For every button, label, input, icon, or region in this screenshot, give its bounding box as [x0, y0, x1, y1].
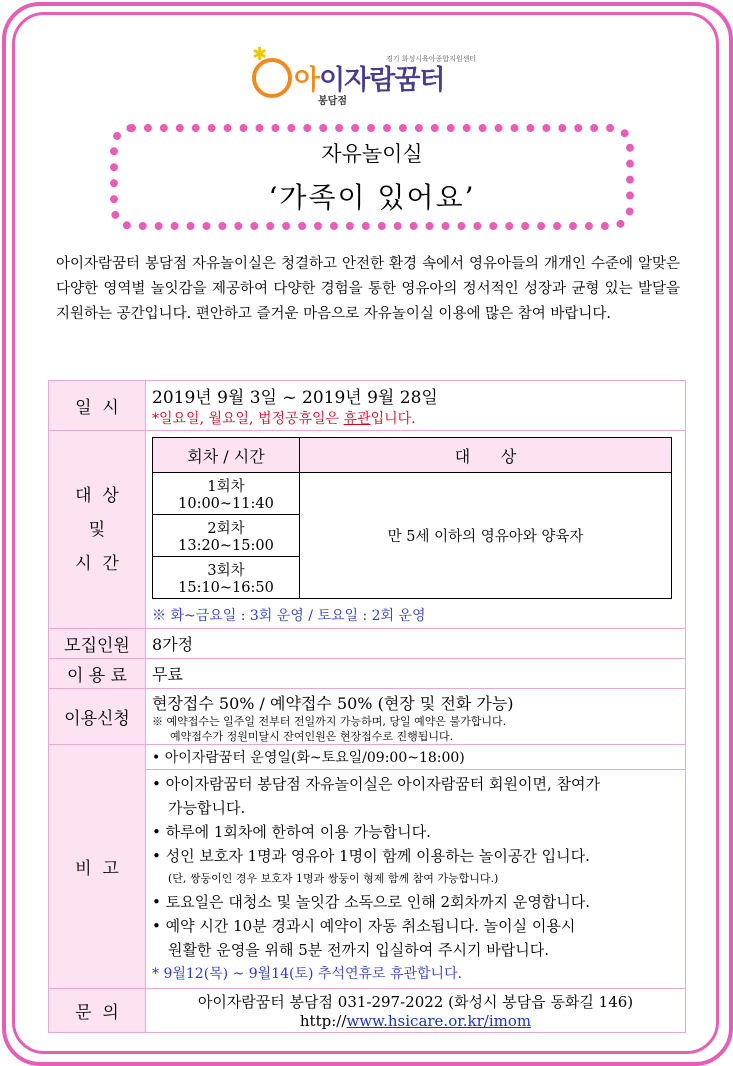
intro-text: 아이자람꿈터 봉담점 자유놀이실은 청결하고 안전한 환경 속에서 영유아들의 개개인 수준에 알맞은 다양한 영역별 놀잇감을 제공하여 다양한 경험을 통한 영유아의 정서적인 성장과 균형 있는 발달을 지원하는 공간입니다. 편안하고 즐거운 마음으로 자유놀이실 이용에 많은 참여 바랍니다. [56, 256, 680, 322]
label-target: 대 상 및 시 간 [49, 431, 146, 629]
title-line2: ‘가족이 있어요’ [268, 181, 476, 214]
label-apply: 이용신청 [49, 689, 146, 745]
session-2: 2회차 13:20~15:00 [153, 515, 300, 557]
logo [252, 44, 492, 108]
label-fee: 이 용 료 [49, 659, 146, 689]
row-date [49, 381, 686, 431]
logo-branch: 봉담점 [318, 96, 347, 107]
schedule-note: ※ 화~금요일 : 3회 운영 / 토요일 : 2회 운영 [152, 608, 426, 624]
session-1: 1회차 10:00~11:40 [153, 473, 300, 515]
value-apply: 현장접수 50% / 예약접수 50% (현장 및 전화 가능) ※ 예약접수는 일주일 전부터 전일까지 가능하며, 당일 예약은 불가합니다. 예약접수가 정원미달시 잔여인원은 현장접수로 진행됩니다. [146, 689, 686, 745]
face-icon [252, 58, 292, 98]
target-text: 만 5세 이하의 영유아와 양육자 [300, 473, 672, 599]
col-session: 회차 / 시간 [153, 438, 300, 473]
title-line1: 자유놀이실 [321, 142, 423, 166]
session-3: 3회차 15:10~16:50 [153, 557, 300, 599]
value-hours: • 아이자람꿈터 운영일(화~토요일/09:00~18:00) [146, 745, 686, 770]
value-target [146, 431, 686, 629]
value-fee: 무료 [146, 659, 686, 689]
logo-center-name: 경기 화성시육아종합지원센터 [386, 55, 477, 63]
row-target [49, 431, 686, 629]
value-date: 2019년 9월 3일 ~ 2019년 9월 28일 *일요일, 월요일, 법정공휴일은 휴관입니다. [146, 381, 686, 431]
col-target: 대 상 [300, 438, 672, 473]
label-contact: 문 의 [49, 989, 146, 1033]
session-table [152, 437, 672, 599]
value-recruit: 8가정 [146, 629, 686, 659]
website-link[interactable]: www.hsicare.or.kr/imom [346, 1012, 532, 1030]
label-remarks: 비 고 [49, 745, 146, 989]
row-recruit [49, 629, 686, 659]
row-contact [49, 989, 686, 1033]
star-icon: ✱ [252, 44, 268, 65]
value-remarks: • 아이자람꿈터 봉담점 자유놀이실은 아이자람꿈터 회원이면, 참여가 가능합니다. • 하루에 1회차에 한하여 이용 가능합니다. • 성인 보호자 1명과 영유아 1명이 함께 이용하는 놀이공간 입니다. (단, 쌍둥이인 경우 보호자 1명과 쌍둥이 형제 함께 참여 가능합니다.) • 토요일은 대청소 및 놀잇감 소독으로 인해 2회차까지 운영합니다. • 예약 시간 10분 경과시 예약이 자동 취소됩니다. 놀이실 이용시 원활한 운영을 위해 5분 전까지 입실하여 주시기 바랍니다. * 9월12(목) ~ 9월14(토) 추석연휴로 휴관합니다. [146, 770, 686, 989]
title-box [110, 124, 634, 230]
row-apply [49, 689, 686, 745]
label-date: 일 시 [49, 381, 146, 431]
label-recruit: 모집인원 [49, 629, 146, 659]
value-contact: 아이자람꿈터 봉담점 031-297-2022 (화성시 봉담읍 동화길 146) http://www.hsicare.or.kr/imom [146, 989, 686, 1033]
row-hours [49, 745, 686, 770]
info-table [48, 380, 686, 1033]
logo-name: 아이자람꿈터 [294, 65, 445, 96]
row-fee [49, 659, 686, 689]
